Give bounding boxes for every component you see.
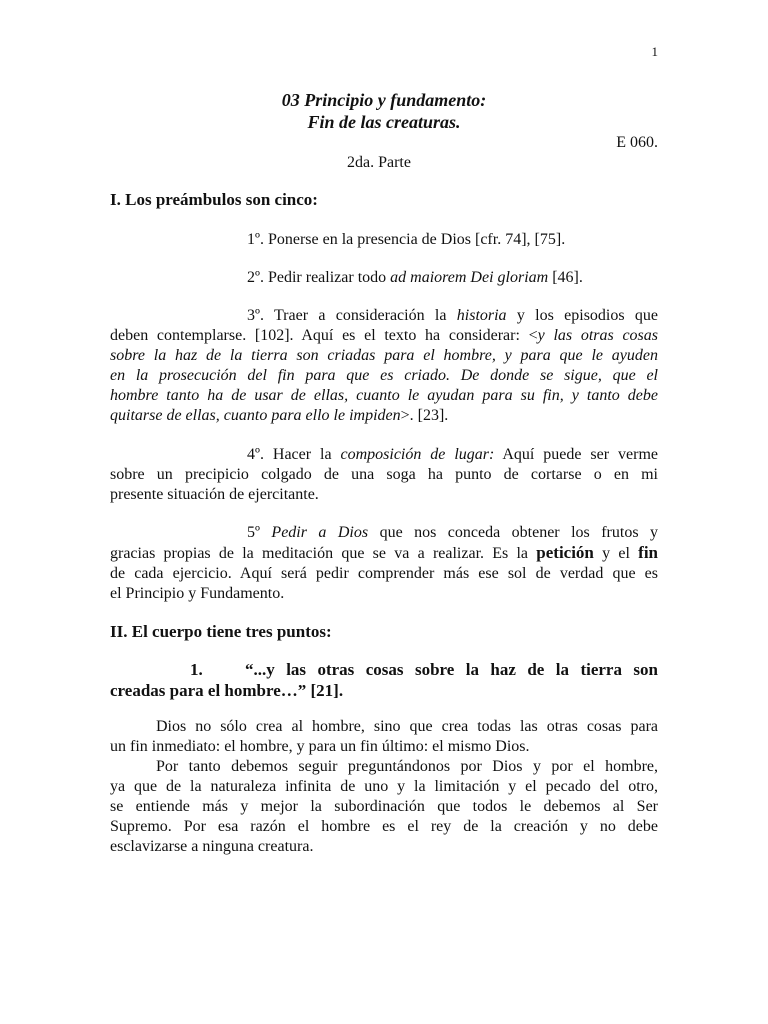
preamble-5-line: gracias propias de la meditación que se va a realizar. Es la petición y el fin xyxy=(110,543,659,562)
preamble-3-line: quitarse de ellas, cuanto para ello le impiden>. [23]. xyxy=(110,407,449,424)
preamble-3-quote-line: sobre la haz de la tierra son criadas para el hombre, y para que le ayuden xyxy=(110,347,658,364)
preamble-5-line: el Principio y Fundamento. xyxy=(110,585,285,602)
point-1-line: “...y las otras cosas sobre la haz de la tierra son xyxy=(245,660,658,679)
preamble-3 xyxy=(110,306,658,426)
body-line: Por tanto debemos seguir preguntándonos por Dios y por el hombre, xyxy=(156,758,658,775)
preamble-4-line: presente situación de ejercitante. xyxy=(110,486,319,503)
title-line-1: 03 Principio y fundamento: xyxy=(281,90,487,110)
reference-code: E 060. xyxy=(616,134,658,151)
preamble-5-line: de cada ejercicio. Aquí será pedir comprender más ese sol de verdad que es xyxy=(110,565,658,582)
preamble-3-quote-line: hombre tanto ha de usar de ellas, cuanto le ayudan para su fin, y tanto debe xyxy=(110,387,658,404)
body-paragraph-1 xyxy=(110,717,658,757)
preamble-5 xyxy=(110,523,658,604)
preamble-5-line: 5º Pedir a Dios que nos conceda obtener los frutos y xyxy=(247,524,658,541)
preamble-2-text-a: 2º. Pedir realizar todo xyxy=(247,269,391,286)
section-2-heading: II. El cuerpo tiene tres puntos: xyxy=(110,622,332,641)
preamble-3-line: deben contemplarse. [102]. Aquí es el texto ha considerar: <y las otras cosas xyxy=(110,327,659,344)
part-label: 2da. Parte xyxy=(347,154,411,171)
body-line: un fin inmediato: el hombre, y para un fin último: el mismo Dios. xyxy=(110,738,530,755)
body-paragraph-2 xyxy=(110,757,658,857)
preamble-1: 1º. Ponerse en la presencia de Dios [cfr. 74], [75]. xyxy=(247,231,566,248)
preamble-4-line: 4º. Hacer la composición de lugar: Aquí puede ser verme xyxy=(247,446,658,463)
preamble-3-quote-line: en la prosecución del fin para que es criado. De donde se sigue, que el xyxy=(110,367,658,384)
preamble-4 xyxy=(110,445,658,505)
body-line: Dios no sólo crea al hombre, sino que crea todas las otras cosas para xyxy=(156,718,658,735)
page-number: 1 xyxy=(651,44,658,59)
body-line: Supremo. Por esa razón el hombre es el rey de la creación y no debe xyxy=(110,818,658,835)
section-1-heading: I. Los preámbulos son cinco: xyxy=(110,190,318,209)
preamble-2 xyxy=(247,268,583,288)
point-1 xyxy=(110,659,658,701)
point-1-number: 1. xyxy=(190,660,203,679)
body-line: se entiende más y mejor la subordinación que todos le debemos al Ser xyxy=(110,798,658,815)
preamble-2-latin: ad maiorem Dei gloriam xyxy=(390,269,549,286)
preamble-4-line: sobre un precipicio colgado de una soga ha punto de cortarse o en mi xyxy=(110,466,658,483)
preamble-2-text-b: [46]. xyxy=(548,269,583,286)
body-line: esclavizarse a ninguna creatura. xyxy=(110,838,314,855)
point-1-line: creadas para el hombre…” [21]. xyxy=(110,681,344,700)
body-line: ya que de la naturaleza infinita de uno y la limitación y el pecado del otro, xyxy=(110,778,658,795)
preamble-3-line: 3º. Traer a consideración la historia y los episodios que xyxy=(247,307,658,324)
title-line-2: Fin de las creaturas. xyxy=(307,112,461,132)
